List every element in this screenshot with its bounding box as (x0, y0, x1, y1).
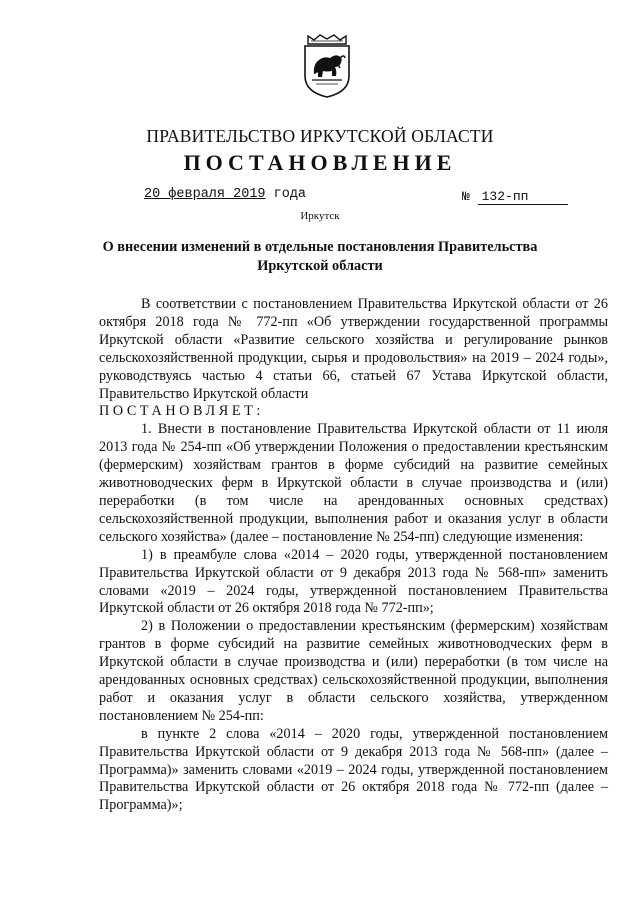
document-subject (100, 238, 540, 276)
number-prefix: № (462, 189, 470, 204)
paragraph-subitem-2: 2) в Положении о предоставлении крестьянским (фермерским) хозяйствам грантов в форме субсидий на развитие семейных животноводческих ферм в Иркутской области в случае производства и (или) переработки (в том числе на арендованных основных средствах) сельскохозяйственной продукции, выполнения работ и оказания услуг в области сельского хозяйства, утвержденном постановлением № 254-пп: (99, 618, 608, 724)
document-body (99, 296, 608, 815)
date-suffix: года (265, 187, 307, 202)
subject-line-1: О внесении изменений в отдельные постановления Правительства (102, 239, 538, 255)
emblem-svg (302, 34, 352, 98)
government-name: ПРАВИТЕЛЬСТВО ИРКУТСКОЙ ОБЛАСТИ (146, 126, 494, 146)
paragraph-point-2: в пункте 2 слова «2014 – 2020 годы, утвержденной постановлением Правительства Иркутской области от 9 декабря 2013 года № 568-пп» (далее – Программа)» заменить словами «2019 – 2024 годы, утвержденной постановлением Правительства Иркутской области от 26 октября 2018 года № 772-пп (далее – Программа)»; (99, 725, 608, 814)
document-type-title: ПОСТАНОВЛЕНИЕ (183, 150, 457, 175)
paragraph-item-1: 1. Внести в постановление Правительства Иркутской области от 11 июля 2013 года № 254-пп «Об утверждении Положения о предоставлении крестьянским (фермерским) хозяйствам грантов в форме субсидий на развитие семейных животноводческих ферм в Иркутской области в случае производства и (или) переработки (в том числе на арендованных основных средствах) сельскохозяйственной продукции, выполнения работ и оказания услуг в области сельского хозяйства» (далее – постановление № 254-пп) следующие изменения: (99, 421, 608, 545)
subject-line-2: Иркутской области (257, 258, 383, 274)
city-name: Иркутск (300, 210, 340, 222)
date-value: 20 февраля 2019 (144, 187, 266, 202)
number-value: 132-пп (478, 189, 568, 205)
document-date (144, 187, 306, 202)
paragraph-preamble: В соответствии с постановлением Правительства Иркутской области от 26 октября 2018 года № 772-пп «Об утверждении государственной программы Иркутской области «Развитие сельского хозяйства и регулирование рынков сельскохозяйственной продукции, сырья и продовольствия» на 2019 – 2024 годы», руководствуясь частью 4 статьи 66, статьей 67 Устава Иркутской области, Правительство Иркутской области (99, 296, 608, 402)
coat-of-arms-icon (302, 34, 352, 98)
paragraph-resolves: ПОСТАНОВЛЯЕТ: (99, 403, 264, 420)
document-number (462, 189, 568, 205)
paragraph-subitem-1: 1) в преамбуле слова «2014 – 2020 годы, утвержденной постановлением Правительства Иркутской области от 9 декабря 2013 года № 568-пп» заменить словами «2019 – 2024 годы, утвержденной постановлением Правительства Иркутской области от 26 октября 2018 года № 772-пп»; (99, 546, 608, 617)
